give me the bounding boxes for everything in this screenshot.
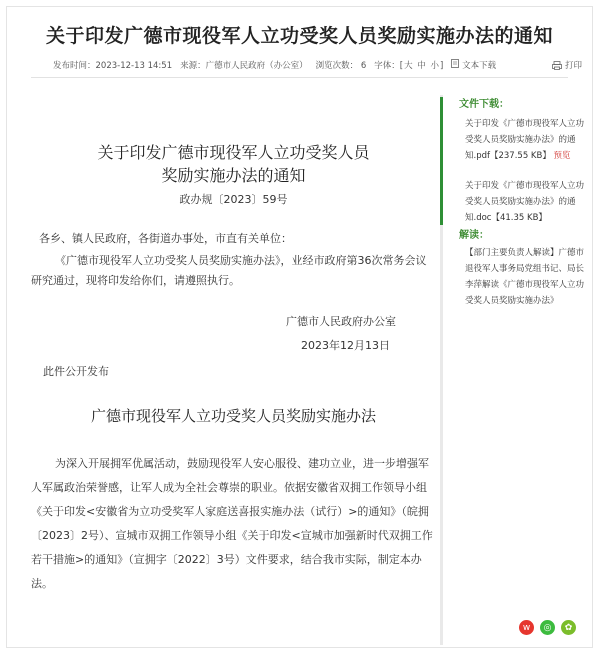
content-scrollbar[interactable] <box>440 95 443 645</box>
header-divider <box>31 77 568 78</box>
document-icon <box>451 59 459 68</box>
font-small-button[interactable]: 小 <box>430 61 440 71</box>
font-medium-button[interactable]: 中 <box>417 61 426 71</box>
file-pdf <box>459 116 591 164</box>
font-size-control: 字体：[大 中 小] <box>374 61 444 71</box>
interpretation-heading: 解读： <box>459 230 489 241</box>
share-bar <box>519 620 576 635</box>
text-download-link[interactable] <box>451 59 496 71</box>
download-heading: 文件下载： <box>459 99 509 110</box>
attachment-body: 为深入开展拥军优属活动，鼓励现役军人安心服役、建功立业，进一步增强军人军属政治荣誉感，让军人成为全社会尊崇的职业。依据安徽省双拥工作领导小组《关于印发<安徽省为立功受奖军人家庭送喜报实施办法（试行）>的通知》（皖拥〔2023〕2号）、宣城市双拥工作领导小组《关于印发<宣城市加强新时代双拥工作若干措施>的通知》（宣拥字〔2022〕3号）文件要求，结合我市实际，制定本办法。 <box>31 457 433 590</box>
wechat-share-icon[interactable]: ◎ <box>540 620 555 635</box>
view-count: 浏览次数： 6 <box>315 61 367 71</box>
publish-time: 发布时间：2023-12-13 14:51 <box>53 61 173 71</box>
file-pdf-link[interactable]: 关于印发《广德市现役军人立功受奖人员奖励实施办法》的通知.pdf【237.55 KB】 <box>465 119 585 161</box>
sidebar <box>459 95 591 309</box>
interpretation-link[interactable]: 【部门主要负责人解读】广德市退役军人事务局党组书记、局长李萍解读《广德市现役军人立功受奖人员奖励实施办法》 <box>465 248 585 306</box>
weibo-share-icon[interactable]: w <box>519 620 534 635</box>
moments-share-icon[interactable]: ✿ <box>561 620 576 635</box>
preview-link[interactable]: 预览 <box>553 151 571 161</box>
font-large-button[interactable]: 大 <box>404 61 413 71</box>
document-title: 关于印发广德市现役军人立功受奖人员 奖励实施办法的通知 <box>97 143 370 185</box>
print-button[interactable] <box>552 59 582 71</box>
meta-bar <box>53 59 496 71</box>
page-title: 关于印发广德市现役军人立功受奖人员奖励实施办法的通知 <box>45 25 553 47</box>
text-download-label: 文本下载 <box>462 61 497 71</box>
scrollbar-thumb[interactable] <box>440 97 443 225</box>
document-content <box>31 89 436 637</box>
document-number: 政办规〔2023〕59号 <box>179 193 288 206</box>
file-doc-link[interactable]: 关于印发《广德市现役军人立功受奖人员奖励实施办法》的通知.doc【41.35 KB】 <box>465 181 585 223</box>
file-doc <box>459 178 591 226</box>
publication-note: 此件公开发布 <box>43 365 109 378</box>
addressee: 各乡、镇人民政府，各街道办事处，市直有关单位： <box>39 232 292 245</box>
issue-date: 2023年12月13日 <box>301 339 390 352</box>
print-icon <box>552 61 562 70</box>
notice-body: 《广德市现役军人立功受奖人员奖励实施办法》，业经市政府第36次常务会议研究通过，现将印发给你们，请遵照执行。 <box>31 254 427 287</box>
attachment-title: 广德市现役军人立功受奖人员奖励实施办法 <box>90 407 376 425</box>
issuer-signature: 广德市人民政府办公室 <box>286 315 396 328</box>
print-label: 打印 <box>564 61 582 71</box>
source: 来源：广德市人民政府（办公室） <box>180 61 308 71</box>
page-frame <box>6 6 593 648</box>
